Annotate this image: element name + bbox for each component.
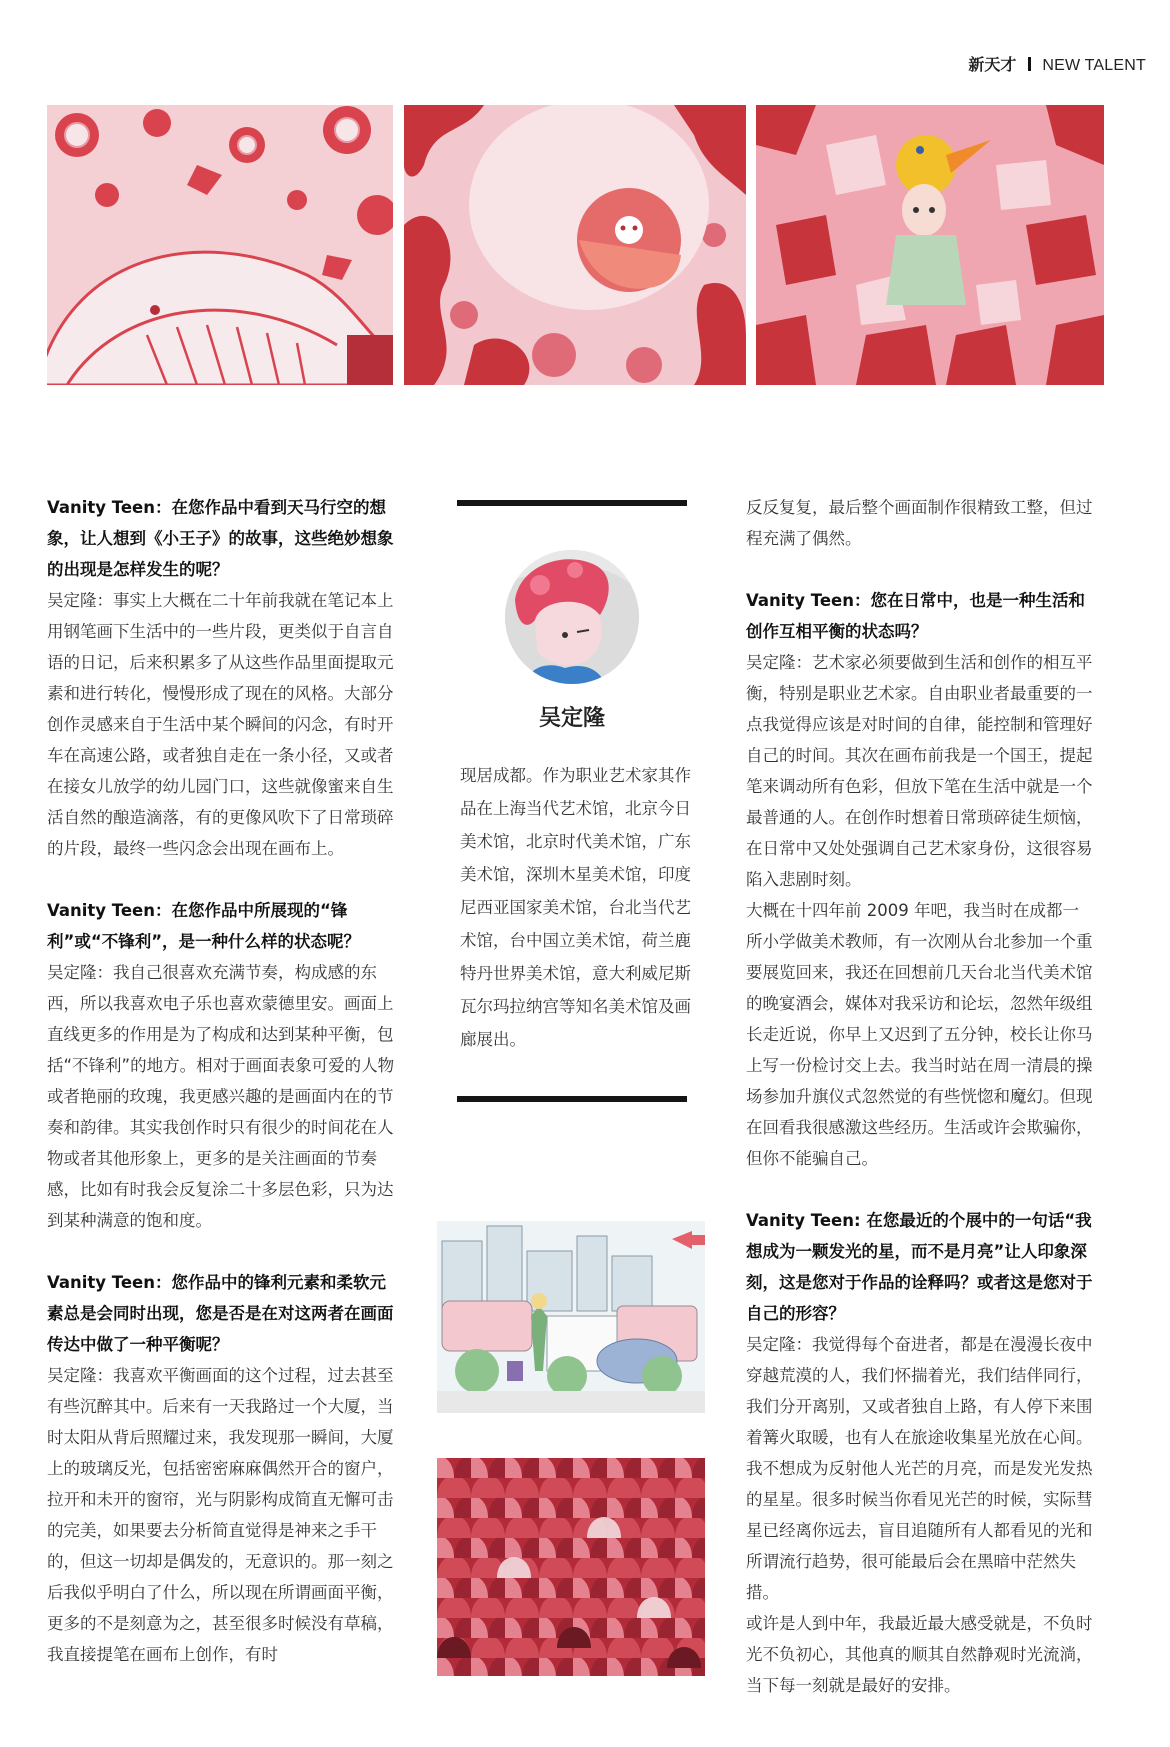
answer-4-paragraph-2: 大概在十四年前 2009 年吧，我当时在成都一所小学做美术教师，有一次刚从台北参加一个重要展览回来，我还在回想前几天台北当代美术馆的晚宴酒会，媒体对我采访和论坛，忽然年级组长走近说，你早上又迟到了五分钟，校长让你马上写一份检讨交上去。我当时站在周一清晨的操场参加升旗仪式忽然觉的有些恍惚和魔幻。但现在回看我很感激这些经历。生活或许会欺骗你，但你不能骗自己。 <box>746 901 1093 1168</box>
question-5: Vanity Teen: 在您最近的个展中的一句话“我想成为一颗发光的星，而不是月亮”让人印象深刻，这是您对于作品的诠释吗？或者这是您对于自己的形容？ <box>746 1211 1093 1323</box>
page-header <box>968 52 1146 75</box>
whale-painting <box>47 105 393 385</box>
left-column <box>47 492 395 1670</box>
question-2: Vanity Teen：在您作品中所展现的“锋利”或“不锋利”，是一种什么样的状态呢？ <box>47 901 361 951</box>
octopus-painting <box>404 105 746 385</box>
profile-rule-bottom <box>457 1096 687 1102</box>
question-1: Vanity Teen：在您作品中看到天马行空的想象，让人想到《小王子》的故事，这些绝妙想象的出现是怎样发生的呢？ <box>47 498 394 579</box>
answer-3-part-1: 吴定隆：我喜欢平衡画面的这个过程，过去甚至有些沉醉其中。后来有一天我路过一个大厦，当时太阳从背后照耀过来，我发现那一瞬间，大厦上的玻璃反光，包括密密麻麻偶然开合的窗户，拉开和未开的窗帘，光与阴影构成简直无懈可击的完美，如果要去分析简直觉得是神来之手干的，但这一切却是偶发的，无意识的。那一刻之后我似乎明白了什么，所以现在所谓画面平衡，更多的不是刻意为之，甚至很多时候没有草稿，我直接提笔在画布上创作，有时 <box>47 1366 394 1664</box>
question-4: Vanity Teen：您在日常中，也是一种生活和创作互相平衡的状态吗？ <box>746 591 1085 641</box>
answer-5-paragraph-1: 吴定隆：我觉得每个奋进者，都是在漫漫长夜中穿越荒漠的人，我们怀揣着光，我们结伴同行，我们分开离别，又或者独自上路，有人停下来围着篝火取暖，也有人在旅途收集星光放在心间。我不想成为反射他人光芒的月亮，而是发光发热的星星。很多时候当你看见光芒的时候，实际彗星已经离你远去，盲目追随所有人都看见的光和所谓流行趋势，很可能最后会在黑暗中茫然失措。 <box>746 1335 1093 1602</box>
right-column <box>746 492 1094 1701</box>
red-scales-painting <box>437 1458 705 1676</box>
question-3: Vanity Teen：您作品中的锋利元素和柔软元素总是会同时出现，您是否是在对这两者在画面传达中做了一种平衡呢？ <box>47 1273 394 1354</box>
answer-3-part-2: 反反复复，最后整个画面制作很精致工整，但过程充满了偶然。 <box>746 498 1093 548</box>
answer-5-paragraph-2: 或许是人到中年，我最近最大感受就是，不负时光不负初心，其他真的顺其自然静观时光流淌，当下每一刻就是最好的安排。 <box>746 1614 1093 1695</box>
answer-4-paragraph-1: 吴定隆：艺术家必须要做到生活和创作的相互平衡，特别是职业艺术家。自由职业者最重要的一点我觉得应该是对时间的自律，能控制和管理好自己的时间。其次在画布前我是一个国王，提起笔来调动所有色彩，但放下笔在生活中就是一个最普通的人。在创作时想着日常琐碎徒生烦恼，在日常中又处处强调自己艺术家身份，这很容易陷入悲剧时刻。 <box>746 653 1093 889</box>
profile-rule-top <box>457 500 687 506</box>
artist-avatar <box>505 550 639 684</box>
street-scene-painting <box>437 1221 705 1413</box>
answer-2: 吴定隆：我自己很喜欢充满节奏，构成感的东西，所以我喜欢电子乐也喜欢蒙德里安。画面上直线更多的作用是为了构成和达到某种平衡，包括“不锋利”的地方。相对于画面表象可爱的人物或者艳丽的玫瑰，我更感兴趣的是画面内在的节奏和韵律。其实我创作时只有很少的时间花在人物或者其他形象上，更多的是关注画面的节奏感，比如有时我会反复涂二十多层色彩，只为达到某种满意的饱和度。 <box>47 963 395 1230</box>
section-title-english: NEW TALENT <box>1042 57 1146 74</box>
header-divider <box>1028 57 1031 71</box>
rose-figure-painting <box>756 105 1104 385</box>
artist-bio: 现居成都。作为职业艺术家其作品在上海当代艺术馆，北京今日美术馆，北京时代美术馆，广东美术馆，深圳木星美术馆，印度尼西亚国家美术馆，台北当代艺术馆，台中国立美术馆，荷兰鹿特丹世界美术馆，意大利威尼斯瓦尔玛拉纳宫等知名美术馆及画廊展出。 <box>460 766 691 1049</box>
section-title-chinese: 新天才 <box>968 55 1017 74</box>
artist-name: 吴定隆 <box>538 706 605 731</box>
answer-1: 吴定隆：事实上大概在二十年前我就在笔记本上用钢笔画下生活中的一些片段，更类似于自言自语的日记，后来积累多了从这些作品里面提取元素和进行转化，慢慢形成了现在的风格。大部分创作灵感来自于生活中某个瞬间的闪念，有时开车在高速公路，或者独自走在一条小径，又或者在接女儿放学的幼儿园门口，这些就像蜜来自生活自然的酿造滴落，有的更像风吹下了日常琐碎的片段，最终一些闪念会出现在画布上。 <box>47 591 394 858</box>
